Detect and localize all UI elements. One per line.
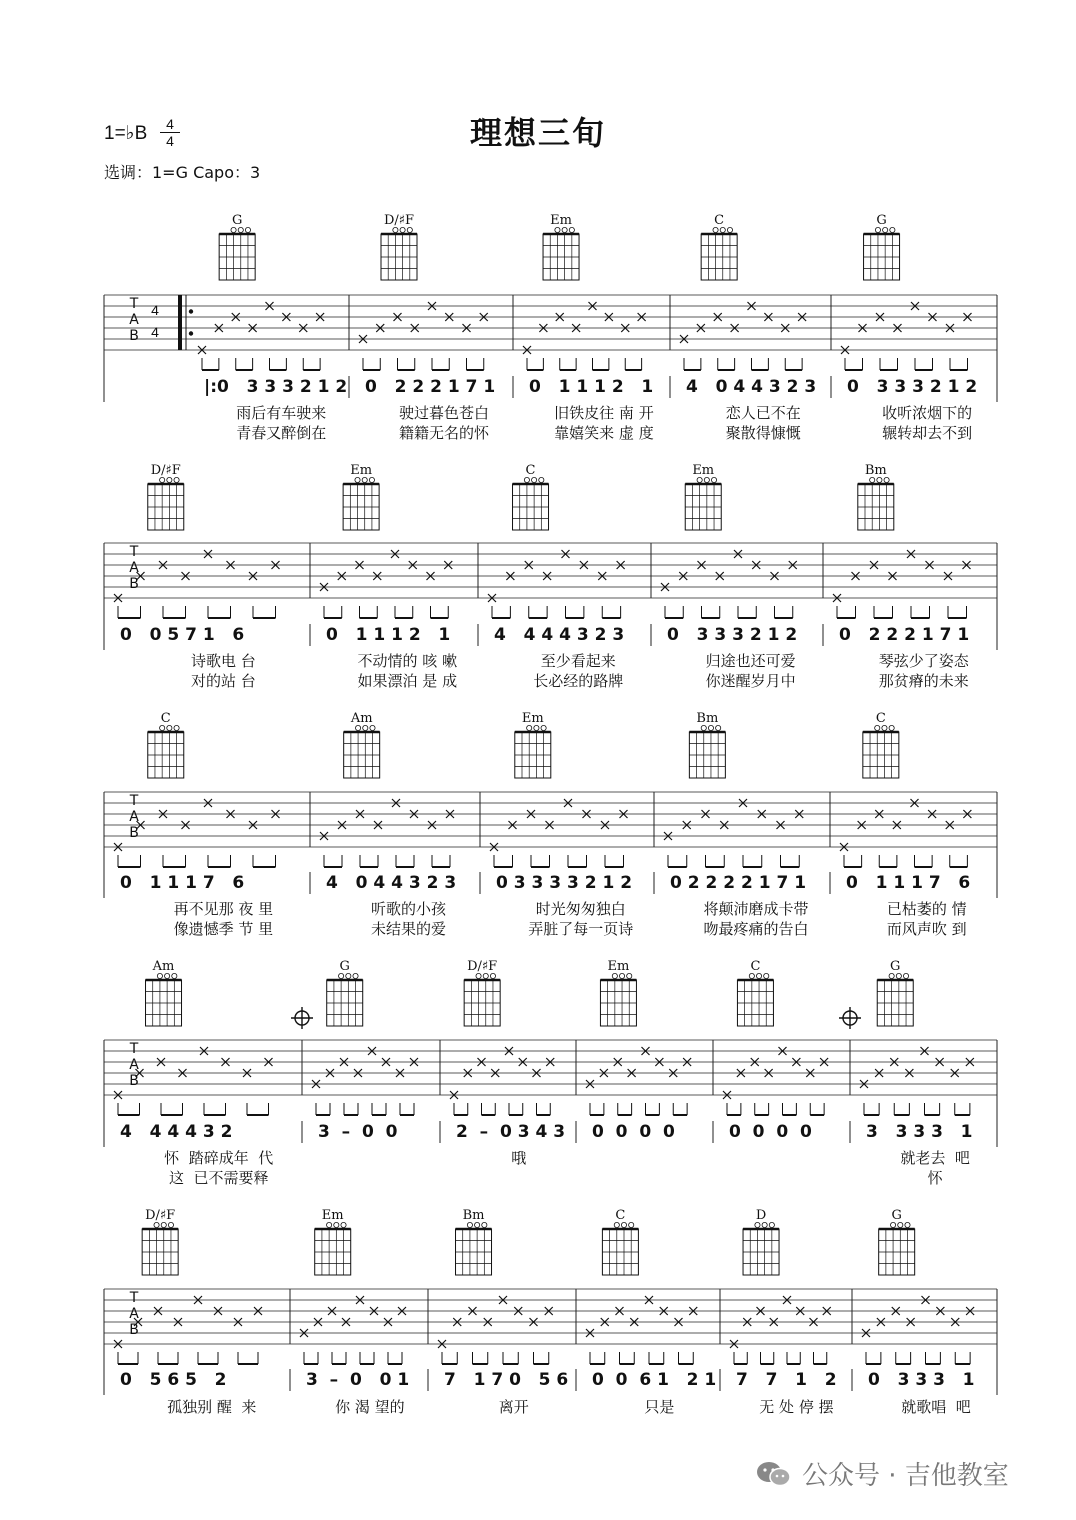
tab-system [104, 959, 997, 1187]
open-string-marker [165, 973, 170, 978]
numbered-notation: 0 0 5 7 1 6 [120, 625, 245, 645]
measure-notes [833, 550, 971, 618]
chord-name: G [890, 959, 901, 974]
repeat-dot [189, 331, 193, 335]
open-string-marker [174, 477, 179, 482]
chord-name: Em [521, 711, 544, 726]
chord-name: C [714, 213, 725, 228]
lyric-line-2: 对的站 台 [190, 672, 256, 690]
open-string-marker [713, 227, 718, 232]
lyric-line-1: 旧铁皮往 南 开 [554, 404, 654, 422]
measure-notes [312, 1047, 418, 1115]
open-string-marker [231, 227, 236, 232]
chord-name: D/♯F [383, 213, 415, 228]
lyric-line-1: 怀 踏碎成年 代 [164, 1149, 274, 1167]
open-string-marker [720, 227, 725, 232]
chord-name: Em [321, 1208, 344, 1223]
lyric-line-1: 离开 [498, 1398, 529, 1416]
open-string-marker [708, 725, 713, 730]
open-string-marker [161, 1222, 166, 1227]
lyric-line-2: 长必经的路牌 [533, 672, 624, 690]
tab-system [104, 213, 997, 442]
numbered-notation: 0 3 3 3 3 2 1 2 [496, 873, 633, 893]
numbered-notation: 3 – 0 0 1 [306, 1370, 410, 1390]
lyric-line-1: 就歌唱 吧 [901, 1398, 971, 1416]
open-string-marker [238, 227, 243, 232]
measure-notes [198, 302, 324, 370]
open-string-marker [160, 477, 165, 482]
chord-name: C [160, 711, 171, 726]
lyric-line-2: 怀 [927, 1169, 943, 1187]
time-signature [160, 116, 180, 149]
lyric-line-1: 孤独别 醒 来 [167, 1398, 257, 1416]
open-string-marker [749, 973, 754, 978]
open-string-marker [245, 227, 250, 232]
numbered-notation: 4 4 4 4 3 2 [120, 1122, 233, 1142]
open-string-marker [168, 1222, 173, 1227]
open-string-marker [160, 725, 165, 730]
lyric-line-1: 不动情的 咳 嗽 [357, 652, 458, 670]
measure-notes [450, 1047, 554, 1115]
coda-icon [839, 1007, 861, 1029]
open-string-marker [355, 477, 360, 482]
chord-name: G [891, 1208, 902, 1223]
lyric-line-1: 时光匆匆独白 [535, 900, 626, 918]
lyric-line-1: 恋人已不在 [725, 404, 801, 422]
measure-notes [490, 799, 628, 867]
chord-name: D [755, 1208, 767, 1223]
lyric-line-1: 驶过暮色苍白 [398, 404, 490, 422]
open-string-marker [475, 1222, 480, 1227]
numbered-notation: 2 – 0 3 4 3 [456, 1122, 566, 1142]
numbered-notation: 0 3 3 3 1 [868, 1370, 975, 1390]
measure-notes [723, 1047, 828, 1115]
lyric-line-2: 弄脏了每一页诗 [528, 920, 634, 938]
numbered-notation: 0 2 2 2 2 1 7 1 [670, 873, 807, 893]
open-string-marker [629, 1222, 634, 1227]
open-string-marker [369, 477, 374, 482]
open-string-marker [393, 227, 398, 232]
lyric-line-1: 至少看起来 [540, 652, 616, 670]
open-string-marker [764, 973, 769, 978]
open-string-marker [157, 973, 162, 978]
numbered-notation: 0 1 1 1 2 1 [326, 625, 451, 645]
lyric-line-2: 辗转却去不到 [882, 424, 973, 442]
open-string-marker [353, 973, 358, 978]
open-string-marker [174, 725, 179, 730]
numbered-notation: 7 1 7 0 5 6 [444, 1370, 569, 1390]
lyric-line-2: 那贫瘠的未来 [878, 672, 969, 690]
chord-name: Em [607, 959, 630, 974]
open-string-marker [482, 1222, 487, 1227]
time-signature-bottom: 4 [160, 132, 180, 149]
lyric-line-1: 只是 [644, 1398, 675, 1416]
measure-notes [586, 1047, 691, 1115]
time-signature-top: 4 [166, 116, 174, 132]
numbered-notation: 0 2 2 2 1 7 1 [365, 377, 496, 397]
measure-notes [664, 799, 803, 867]
open-string-marker [619, 973, 624, 978]
chord-name: G [876, 213, 887, 228]
tab-letter: A [129, 809, 139, 825]
tab-letter: A [129, 312, 139, 328]
open-string-marker [327, 1222, 332, 1227]
measure-notes [661, 550, 797, 618]
lyric-line-1: 无 处 停 摆 [759, 1398, 834, 1416]
open-string-marker [762, 1222, 767, 1227]
measure-notes [438, 1296, 553, 1364]
tab-letter: T [129, 1041, 139, 1057]
measure-notes [320, 799, 454, 867]
open-string-marker [407, 227, 412, 232]
open-string-marker [727, 227, 732, 232]
open-string-marker [884, 477, 889, 482]
open-string-marker [704, 477, 709, 482]
tab-letter: A [129, 1306, 139, 1322]
chord-name: Bm [462, 1208, 485, 1223]
measure-notes [359, 302, 488, 370]
open-string-marker [341, 1222, 346, 1227]
open-string-marker [903, 973, 908, 978]
open-string-marker [769, 1222, 774, 1227]
open-string-marker [882, 725, 887, 730]
open-string-marker [346, 973, 351, 978]
lyric-line-2: 籍籍无名的怀 [398, 424, 490, 442]
song-title: 理想三旬 [469, 114, 606, 152]
lyric-line-1: 收听浓烟下的 [882, 404, 973, 422]
open-string-marker [711, 477, 716, 482]
watermark [756, 1455, 1009, 1492]
repeat-dot [189, 309, 193, 313]
open-string-marker [756, 973, 761, 978]
lyric-line-2: 靠嬉笑来 虚 度 [554, 424, 654, 442]
tab-letter: T [129, 544, 139, 560]
numbered-notation: 4 0 4 4 3 2 3 [326, 873, 457, 893]
open-string-marker [875, 725, 880, 730]
lyric-line-1: 再不见那 夜 里 [173, 900, 274, 918]
key-signature [104, 122, 147, 145]
measure-notes [320, 550, 452, 618]
chord-name: Bm [696, 711, 719, 726]
numbered-notation: 0 1 1 1 2 1 [529, 377, 654, 397]
open-string-marker [527, 725, 532, 730]
numbered-notation: 0 3 3 3 2 1 2 [847, 377, 978, 397]
lyric-line-2: 聚散得慷慨 [725, 424, 801, 442]
chord-name: D/♯F [145, 1208, 176, 1223]
open-string-marker [467, 1222, 472, 1227]
coda-icon [291, 1007, 313, 1029]
tab-system [104, 1208, 997, 1416]
open-string-marker [896, 973, 901, 978]
tab-letter: B [129, 1073, 139, 1089]
lyric-line-1: 听歌的小孩 [370, 900, 446, 918]
open-string-marker [898, 1222, 903, 1227]
open-string-marker [370, 725, 375, 730]
lyric-line-2: 未结果的爱 [370, 920, 446, 938]
tab-letter: B [129, 328, 139, 344]
tab-letter: A [129, 560, 139, 576]
open-string-marker [612, 973, 617, 978]
open-string-marker [362, 477, 367, 482]
measure-notes [523, 302, 646, 370]
measure-notes [680, 302, 806, 370]
lyric-line-2: 青春又醉倒在 [236, 424, 327, 442]
numbered-notation: 3 – 0 0 [318, 1122, 398, 1142]
measure-notes [114, 550, 280, 618]
chord-name: Em [350, 463, 373, 478]
tab-time-bottom: 4 [151, 324, 159, 340]
open-string-marker [890, 227, 895, 232]
numbered-notation: 4 0 4 4 3 2 3 [686, 377, 817, 397]
open-string-marker [172, 973, 177, 978]
numbered-notation: 0 0 6 1 2 1 [592, 1370, 717, 1390]
measure-notes [862, 1296, 974, 1364]
lyric-line-1: 诗歌电 台 [190, 652, 256, 670]
tab-letter: T [129, 793, 139, 809]
open-string-marker [339, 973, 344, 978]
chord-name: C [875, 711, 886, 726]
open-string-marker [701, 725, 706, 730]
open-string-marker [569, 227, 574, 232]
lyric-line-1: 雨后有车驶来 [236, 404, 327, 422]
measure-notes [840, 799, 971, 867]
numbered-notation: 3 3 3 3 1 [866, 1122, 973, 1142]
open-string-marker [614, 1222, 619, 1227]
open-string-marker [476, 973, 481, 978]
tab-time-top: 4 [151, 302, 159, 318]
numbered-notation: 0 0 0 0 [729, 1122, 812, 1142]
open-string-marker [334, 1222, 339, 1227]
open-string-marker [555, 227, 560, 232]
open-string-marker [532, 477, 537, 482]
lyric-line-2: 你迷醒岁月中 [705, 672, 796, 690]
open-string-marker [627, 973, 632, 978]
open-string-marker [167, 477, 172, 482]
lyric-line-1: 就老去 吧 [900, 1149, 970, 1167]
measure-notes [730, 1296, 831, 1364]
chord-name: G [231, 213, 243, 228]
measure-notes [488, 550, 625, 618]
measure-notes [300, 1296, 406, 1364]
numbered-notation: |:0 3 3 3 2 1 2 [204, 377, 348, 397]
chord-name: Em [550, 213, 572, 228]
open-string-marker [400, 227, 405, 232]
open-string-marker [716, 725, 721, 730]
lyric-line-1: 哦 [511, 1149, 527, 1167]
numbered-notation: 0 0 0 0 [592, 1122, 675, 1142]
lyric-line-2: 这 已不需要释 [168, 1169, 269, 1187]
open-string-marker [562, 227, 567, 232]
chord-name: Am [350, 711, 373, 726]
open-string-marker [755, 1222, 760, 1227]
measure-notes [114, 799, 280, 867]
open-string-marker [490, 973, 495, 978]
watermark-text: 公众号 · 吉他教室 [802, 1461, 1009, 1491]
open-string-marker [870, 477, 875, 482]
lyric-line-1: 你 渴 望的 [335, 1398, 405, 1416]
tab-letter: A [129, 1057, 139, 1073]
open-string-marker [483, 973, 488, 978]
open-string-marker [889, 973, 894, 978]
open-string-marker [890, 1222, 895, 1227]
tab-system [104, 463, 997, 690]
tab-letter: B [129, 576, 139, 592]
lyric-line-2: 像遗憾季 节 里 [173, 920, 274, 938]
numbered-notation: 7 7 1 2 [736, 1370, 837, 1390]
open-string-marker [889, 725, 894, 730]
chord-name: Em [692, 463, 715, 478]
chord-name: G [339, 959, 350, 974]
open-string-marker [905, 1222, 910, 1227]
numbered-notation: 0 2 2 2 1 7 1 [839, 625, 970, 645]
open-string-marker [541, 725, 546, 730]
lyric-line-2: 吻最疼痛的告白 [703, 920, 809, 938]
chord-name: Bm [864, 463, 887, 478]
key-text: 1=♭B [104, 123, 148, 144]
open-string-marker [524, 477, 529, 482]
tab-letter: T [129, 1290, 139, 1306]
chord-name: C [525, 463, 536, 478]
open-string-marker [877, 477, 882, 482]
tab-letter: B [129, 825, 139, 841]
open-string-marker [539, 477, 544, 482]
lyric-line-1: 将颠沛磨成卡带 [703, 900, 809, 918]
numbered-notation: 0 3 3 3 2 1 2 [667, 625, 798, 645]
chord-name: Am [152, 959, 175, 974]
open-string-marker [883, 227, 888, 232]
wechat-icon [756, 1460, 792, 1488]
measure-notes [586, 1296, 697, 1364]
open-string-marker [534, 725, 539, 730]
measure-notes [841, 302, 972, 370]
chord-name: C [750, 959, 761, 974]
numbered-notation: 0 1 1 1 7 6 [120, 873, 245, 893]
lyric-line-2: 如果漂泊 是 成 [357, 672, 458, 690]
numbered-notation: 4 4 4 4 3 2 3 [494, 625, 625, 645]
chord-name: D/♯F [150, 463, 181, 478]
open-string-marker [875, 227, 880, 232]
tab-letter: T [129, 296, 139, 312]
chord-name: D/♯F [467, 959, 498, 974]
numbered-notation: 0 5 6 5 2 [120, 1370, 227, 1390]
lyric-line-2: 而风声吹 到 [886, 920, 967, 938]
open-string-marker [621, 1222, 626, 1227]
open-string-marker [355, 725, 360, 730]
numbered-notation: 0 1 1 1 7 6 [846, 873, 971, 893]
tab-letter: B [129, 1322, 139, 1338]
chord-name: C [615, 1208, 626, 1223]
tuning-capo-info: 选调：1=G Capo：3 [104, 163, 261, 182]
measure-notes [860, 1047, 974, 1115]
lyric-line-1: 琴弦少了姿态 [878, 652, 969, 670]
open-string-marker [167, 725, 172, 730]
open-string-marker [363, 725, 368, 730]
open-string-marker [697, 477, 702, 482]
lyric-line-1: 已枯萎的 情 [886, 900, 967, 918]
open-string-marker [154, 1222, 159, 1227]
tab-system [104, 711, 997, 938]
lyric-line-1: 归途也还可爱 [705, 652, 796, 670]
